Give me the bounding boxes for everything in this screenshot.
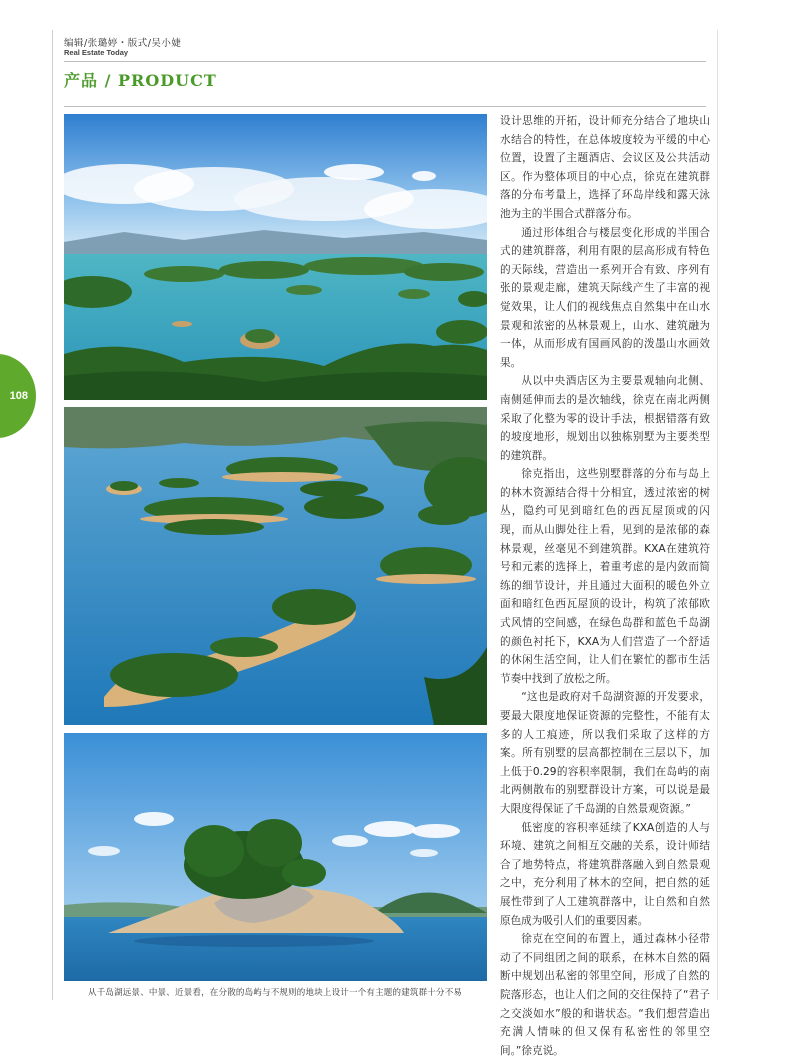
editor-credits: 编辑/张璐婷・版式/吴小婕 <box>64 38 182 49</box>
article-quote-paragraph: “这也是政府对千岛湖资源的开发要求，要最大限度地保证资源的完整性，不能有太多的人工痕迹，所以我们采取了这样的方案。所有别墅的层高都控制在三层以下，加上低于0.29的容积率限制，我们在岛屿的南北两侧散布的别墅群设计方案，可以说是最大限度得保证了千岛湖的自然景观资源。” <box>500 691 710 815</box>
page-margin-line-right <box>717 30 718 1000</box>
page-number: 108 <box>9 390 28 402</box>
article-paragraph: 低密度的容积率延续了KXA创造的人与环境、建筑之间相互交融的关系，设计师结合了地势特点，将建筑群落融入到自然景观之中，充分利用了林木的空间，把自然的延展性带到了人工建筑群落中，让自然和自然原色成为吸引人们的重要因素。 <box>500 821 710 927</box>
article-paragraph: 从以中央酒店区为主要景观轴向北侧、南侧延伸而去的是次轴线，徐克在南北两侧采取了化整为零的设计手法，根据错落有致的坡度地形，规划出以独栋别墅为主要类型的建筑群。 <box>500 375 710 462</box>
article-body <box>500 112 710 1060</box>
magazine-name: Real Estate Today <box>64 48 129 57</box>
photo-caption: 从千岛湖远景、中景、近景看，在分散的岛屿与不规则的地块上设计一个有主题的建筑群十分不易 <box>88 988 463 998</box>
lake-panorama-photo <box>64 114 487 400</box>
section-title: 产品 / PRODUCT <box>64 71 217 90</box>
page-margin-line <box>52 30 53 1000</box>
article-paragraph: 设计思维的开拓，设计师充分结合了地块山水结合的特性，在总体坡度较为平缓的中心位置，设置了主题酒店、会议区及公共活动区。作为整体项目的中心点，徐克在建筑群落的分布考量上，选择了环岛岸线和露天泳池为主的半围合式群落分布。 <box>500 115 710 220</box>
article-paragraph: 徐克在空间的布置上，通过森林小径带动了不同组团之间的联系，在林木自然的隔断中规划出私密的邻里空间，形成了自然的院落形态，也让人们之间的交往保持了“君子之交淡如水”般的和谐状态。“我们想营造出充满人情味的但又保有私密性的邻里空间。”徐克说。 <box>500 933 710 1057</box>
page-number-tab <box>0 354 36 438</box>
aerial-islands-photo <box>64 407 487 725</box>
header-rule <box>64 61 706 62</box>
single-island-photo <box>64 733 487 981</box>
section-rule <box>64 106 706 107</box>
article-paragraph: 徐克指出，这些别墅群落的分布与岛上的林木资源结合得十分相宜，透过浓密的树丛，隐约可见到暗红色的西瓦屋顶或的闪现，而从山脚处往上看，见到的是浓郁的森林景观，丝毫见不到建筑群。KXA在建筑符号和元素的选择上，着重考虑的是内敛而简练的细节设计，并且通过大面积的暖色外立面和暗红色西瓦屋顶的设计，构筑了浓郁欧式风情的空间感，在绿色岛群和蓝色千岛湖的颜色衬托下，KXA为人们营造了一个舒适的休闲生活空间，让人们在繁忙的都市生活节奏中找到了放松之所。 <box>500 468 710 685</box>
article-paragraph: 通过形体组合与楼层变化形成的半围合式的建筑群落，利用有限的层高形成有特色的天际线，营造出一系列开合有致、序列有张的景观走廊，建筑天际线产生了丰富的视觉效果，让人们的视线焦点自然集中在山水景观和浓密的丛林景观上，山水、建筑融为一体，从而形成有国画风韵的泼墨山水画效果。 <box>500 226 710 369</box>
